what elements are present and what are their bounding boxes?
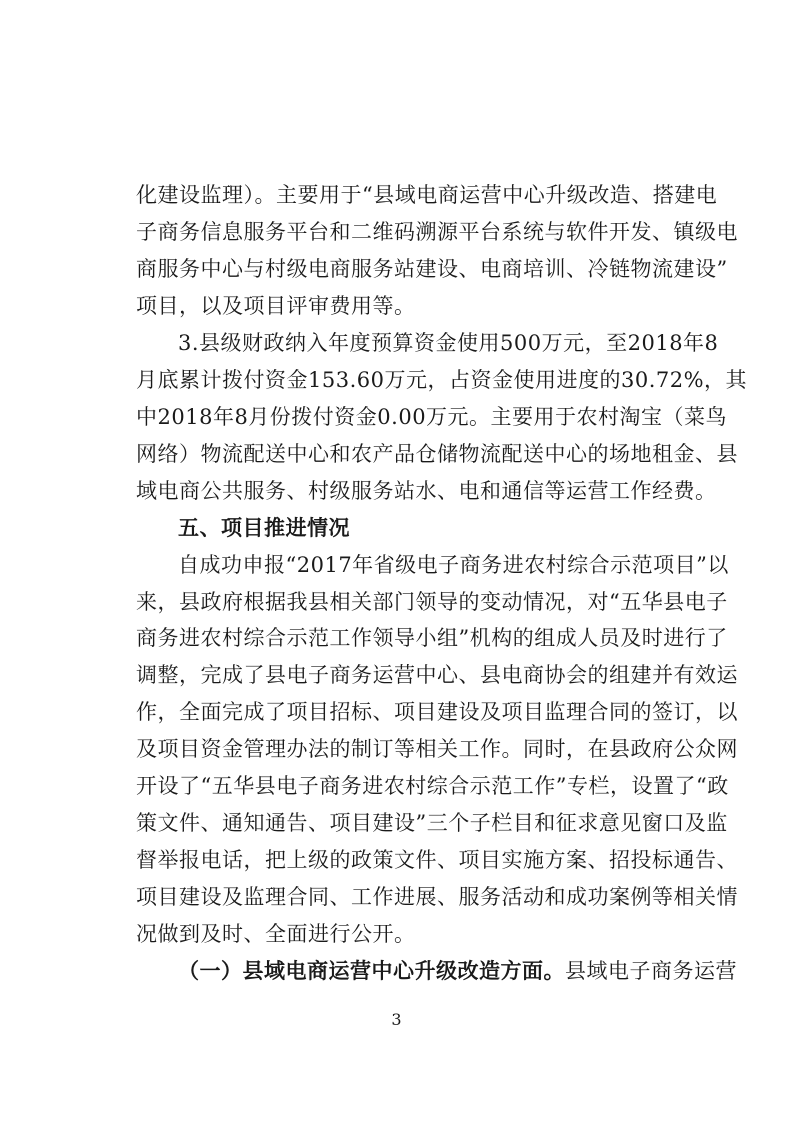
text-line: 开设了“五华县电子商务进农村综合示范工作”专栏，设置了“政 <box>136 774 729 799</box>
text-line: 化建设监理）。主要用于“县域电商运营中心升级改造、搭建电 <box>136 183 718 207</box>
text-line: 督举报电话，把上级的政策文件、项目实施方案、招投标通告、 <box>136 848 738 873</box>
text-line: 及项目资金管理办法的制订等相关工作。同时，在县政府公众网 <box>136 737 738 762</box>
text-line: 商服务中心与村级电商服务站建设、电商培训、冷链物流建设” <box>136 256 728 281</box>
text-line: 域电商公共服务、村级服务站水、电和通信等运营工作经费。 <box>136 478 717 503</box>
subsection-text: 县域电子商务运营 <box>565 959 737 983</box>
text-line: 3.县级财政纳入年度预算资金使用500万元，至2018年8 <box>178 330 719 355</box>
text-line: 商务进农村综合示范工作领导小组”机构的组成人员及时进行了 <box>136 626 728 651</box>
subsection-line <box>178 958 737 984</box>
text-line: 调整，完成了县电子商务运营中心、县电商协会的组建并有效运 <box>136 663 738 688</box>
text-line: 网络）物流配送中心和农产品仓储物流配送中心的场地租金、县 <box>136 441 738 466</box>
text-line: 来，县政府根据我县相关部门领导的变动情况，对“五华县电子 <box>136 589 728 614</box>
subsection-heading: （一）县域电商运营中心升级改造方面。 <box>178 958 565 983</box>
text-line: 策文件、通知通告、项目建设”三个子栏目和征求意见窗口及监 <box>136 811 728 836</box>
text-line: 自成功申报“2017年省级电子商务进农村综合示范项目”以 <box>178 552 729 577</box>
text-line: 月底累计拨付资金153.60万元，占资金使用进度的30.72%，其 <box>136 367 748 392</box>
text-line: 子商务信息服务平台和二维码溯源平台系统与软件开发、镇级电 <box>136 220 738 244</box>
page-number: 3 <box>391 1010 402 1029</box>
text-line: 项目，以及项目评审费用等。 <box>136 293 416 318</box>
text-line: 况做到及时、全面进行公开。 <box>136 922 416 946</box>
text-line: 作，全面完成了项目招标、项目建设及项目监理合同的签订，以 <box>136 700 738 725</box>
text-line: 项目建设及监理合同、工作进展、服务活动和成功案例等相关情 <box>136 885 738 910</box>
text-line: 中2018年8月份拨付资金0.00万元。主要用于农村淘宝（菜鸟 <box>136 404 728 429</box>
section-heading: 五、项目推进情况 <box>178 514 350 540</box>
